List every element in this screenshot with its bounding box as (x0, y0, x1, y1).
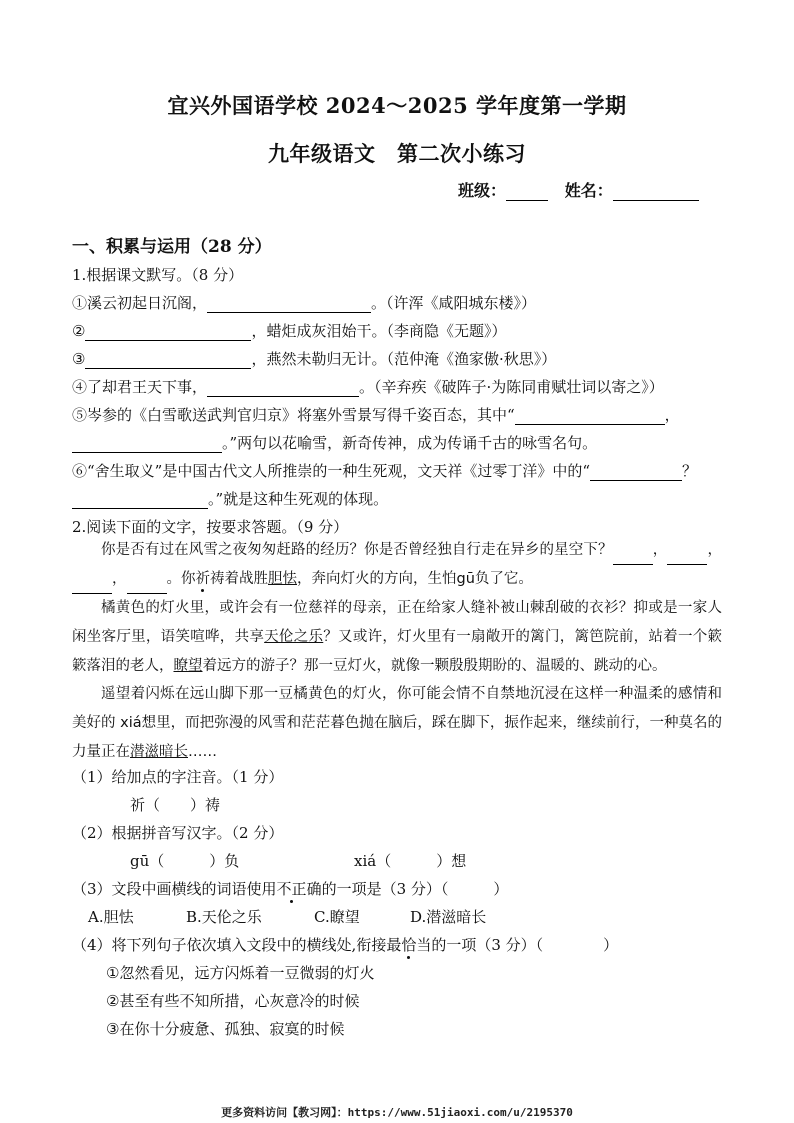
q1-item1: ①溪云初起日沉阁， 。（许浑《咸阳城东楼》） (72, 294, 537, 312)
dotted-char: 祈 (195, 571, 210, 587)
q1-item3: ③ ，燕然未勒归无计。（范仲淹《渔家傲·秋思》） (72, 350, 557, 368)
option-a: A.胆怯 (88, 908, 134, 926)
q1-item2: ② ，蜡炬成灰泪始干。（李商隐《无题》） (72, 322, 507, 340)
q1-item6-line1: ⑥“舍生取义”是中国古代文人所推崇的一种生死观，文天祥《过零丁洋》中的“ ？ (72, 462, 698, 480)
name-label: 姓名： (564, 181, 613, 200)
sub-question-1-answer: 祈（ ）祷 (130, 796, 221, 814)
section-heading: 一、积累与运用（28 分） (72, 237, 272, 257)
class-blank (506, 184, 548, 201)
answer-blank (207, 297, 371, 313)
answer-blank (207, 381, 359, 397)
q2-stem: 2.阅读下面的文字，按要求答题。（9 分） (72, 518, 349, 536)
footer-link[interactable]: 更多资料访问【教习网】：https://www.51jiaoxi.com/u/2195370 (221, 1106, 573, 1119)
q1-item6-line2: 。”就是这种生死观的体现。 (72, 488, 388, 509)
class-label: 班级： (458, 181, 507, 200)
document-title: 宜兴外国语学校 2024～2025 学年度第一学期 (167, 93, 627, 118)
passage-paragraph-1: 你是否有过在风雪之夜匆匆赶路的经历？你是否曾经独自行走在异乡的星空下？ ， ，， 。你祈祷着战胜胆怯，奔向灯火的方向，生怕gū负了它。 (72, 536, 722, 594)
name-blank (613, 184, 699, 201)
dotted-text: 最恰当 (386, 936, 432, 954)
underlined-word: 胆怯 (268, 571, 297, 587)
sentence-1: ①忽然看见，远方闪烁着一豆微弱的灯火 (106, 964, 375, 982)
sub-question-3-options (88, 906, 486, 927)
sentence-2: ②甚至有些不知所措，心灰意冷的时候 (106, 992, 360, 1010)
q1-item5-line2: 。”两句以花喻雪，新奇传神，成为传诵千古的咏雪名句。 (72, 432, 597, 453)
q1-item5-line1: ⑤岑参的《白雪歌送武判官归京》将塞外雪景写得千姿百态，其中“ ， (72, 406, 680, 424)
answer-blank (85, 353, 251, 369)
underlined-word: 潜滋暗长 (130, 744, 188, 760)
sub-question-4: （4）将下列句子依次填入文段中的横线处,衔接最恰当的一项（3 分）（ ） (72, 936, 619, 954)
q1-item4: ④了却君王天下事， 。（辛弃疾《破阵子·为陈同甫赋壮词以寄之》） (72, 378, 664, 396)
fill-blank (127, 578, 167, 594)
option-b: B.天伦之乐 (186, 908, 262, 926)
answer-blank (515, 409, 665, 425)
sub-question-2-answer-a: gū（ ）负 (130, 852, 240, 870)
sub-question-1: （1）给加点的字注音。（1 分） (72, 768, 284, 786)
document-subtitle: 九年级语文 第二次小练习 (268, 141, 526, 166)
answer-blank (85, 325, 251, 341)
q1-stem: 1.根据课文默写。（8 分） (72, 266, 244, 284)
class-name-row (458, 178, 699, 201)
answer-blank (72, 437, 222, 453)
answer-blank (72, 493, 208, 509)
dotted-text: 不正 (276, 880, 307, 898)
answer-blank (590, 465, 682, 481)
passage-paragraph-3: 遥望着闪烁在远山脚下那一豆橘黄色的灯火，你可能会情不自禁地沉浸在这样一种温柔的感情和美好的 xiá想里，而把弥漫的风雪和茫茫暮色抛在脑后，踩在脚下，振作起来，继续前行，一种莫名的力量正在潜滋暗长…… (72, 686, 722, 760)
fill-blank (613, 549, 653, 565)
fill-blank (72, 578, 112, 594)
underlined-word: 天伦之乐 (264, 629, 324, 645)
option-d: D.潜滋暗长 (410, 908, 487, 926)
passage-paragraph-2: 橘黄色的灯火里，或许会有一位慈祥的母亲，正在给家人缝补被山棘刮破的衣衫？抑或是一家人闲坐客厅里，语笑喧哗，共享天伦之乐？又或许，灯火里有一扇敞开的篱门，篱笆院前，站着一个簌簌落泪的老人，瞭望着远方的游子？那一豆灯火，就像一颗殷殷期盼的、温暖的、跳动的心。 (72, 600, 723, 674)
sub-question-3: （3）文段中画横线的词语使用不正确的一项是（3 分）（ ） (72, 880, 509, 898)
fill-blank (667, 549, 707, 565)
sub-question-2: （2）根据拼音写汉字。（2 分） (72, 824, 284, 842)
sentence-3: ③在你十分疲惫、孤独、寂寞的时候 (106, 1020, 345, 1038)
sub-question-2-answer-b: xiá（ ）想 (354, 852, 467, 870)
underlined-word: 瞭望 (173, 658, 203, 674)
option-c: C.瞭望 (314, 908, 360, 926)
